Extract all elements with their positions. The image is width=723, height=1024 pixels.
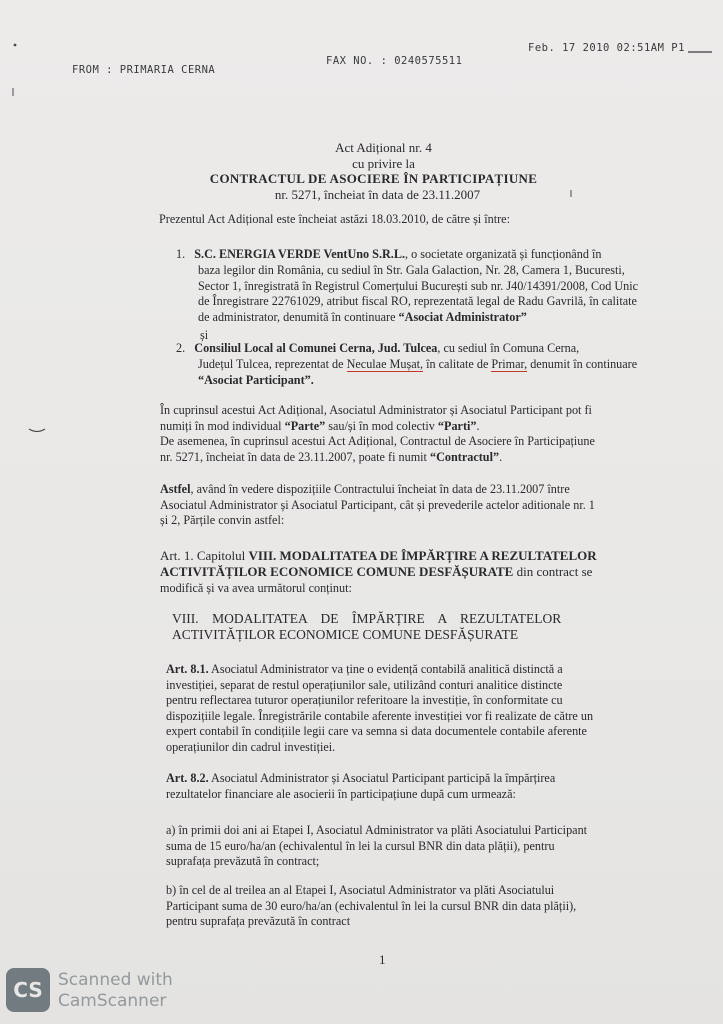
party-2: 2. Consiliul Local al Comunei Cerna, Jud. Tulcea, cu sediul în Comuna Cerna, (176, 341, 580, 355)
fax-date: Feb. 17 2010 02:51AM P1 (528, 42, 685, 54)
watermark-line-1: Scanned with (58, 970, 173, 990)
definitions-paragraph: În cuprinsul acestui Act Adițional, Asociatul Administrator și Asociatul Participant pot fi numiți în mod individual “Parte” sau/și în mod colectiv “Parti”. De asemenea, în cuprinsul acestui Act Adițional, Contractul de Asociere în Participațiune nr. 5271, încheiat în data de 23.11.2007, poate fi numit “Contractul”. (160, 403, 595, 464)
party-1-body: baza legilor din România, cu sediul în Str. Gala Galaction, Nr. 28, Camera 1, Bucuresti, Sector 1, înregistrată în Registrul Comerțului București sub nr. J40/14391/2008, Cod Unic de Înregistrare 22761029, atribut fiscal RO, reprezentată legal de Radu Gavrilă, în calitate de administrator, denumită în continuare “Asociat Administrator” (198, 263, 639, 324)
chapter-viii-heading: VIII. MODALITATEA DE ÎMPĂRȚIRE A REZULTATELOR ACTIVITĂȚILOR ECONOMICE COMUNE DESFĂȘURATE (172, 611, 562, 642)
fax-number: FAX NO. : 0240575511 (326, 55, 463, 67)
header-dash-mark (688, 50, 712, 54)
item-b: b) în cel de al treilea an al Etapei I, Asociatul Administrator va plăti Asociatului Participant suma de 30 euro/ha/an (echivalentul în lei la cursul BNR din data plății), pentru suprafața prevăzută în contract (166, 883, 577, 929)
title-subtitle: cu privire la (352, 156, 415, 171)
item-a: a) în primii doi ani ai Etapei I, Asociatul Administrator va plăti Asociatului Participant suma de 15 euro/ha/an (echivalentul în lei la cursul BNR din data plății), pentru suprafața prevăzută în contract; (166, 823, 588, 869)
article-8-1: Art. 8.1. Asociatul Administrator va ține o evidență contabilă analitică distinctă a investiției, separat de restul operațiunilor sale, utilizând conturi analitice distincte pentru reflectarea tuturor operațiunilor referitoare la investiție, în conformitate cu dispozițiile legale. Înregistrările contabile aferente investiției vor fi realizate de către un expert contabil în condițiile legii care va semna si data documentele contabile aferente operațiunilor din cadrul investiției. (166, 662, 594, 754)
party-1: 1. S.C. ENERGIA VERDE VentUno S.R.L., o societate organizată și funcționând în (176, 247, 602, 261)
camscanner-logo-icon: CS (6, 968, 50, 1012)
article-8-2: Art. 8.2. Asociatul Administrator și Asociatul Participant participă la împărțirea rezultatelor financiare ale asocierii în participațiune după cum urmează: (166, 771, 556, 801)
scan-tick-mark (28, 426, 46, 434)
scan-speck-mark (10, 88, 16, 96)
representative-name: Neculae Mușat, (346, 357, 424, 371)
representative-role: Primar, (491, 357, 528, 371)
intro-paragraph: Prezentul Act Adițional este încheiat astăzi 18.03.2010, de către și între: (159, 212, 510, 226)
conjunction-si: și (200, 328, 209, 342)
scan-speck-mark (568, 190, 574, 198)
article-1: Art. 1. Capitolul VIII. MODALITATEA DE ÎMPĂRȚIRE A REZULTATELOR ACTIVITĂȚILOR ECONOMICE COMUNE DESFĂȘURATE din contract se modifică și va avea următorul conținut: (160, 548, 597, 595)
scan-speck-mark (12, 42, 18, 48)
title-contract-name: CONTRACTUL DE ASOCIERE ÎN PARTICIPAȚIUNE (209, 171, 538, 186)
title-contract-details: nr. 5271, încheiat în data de 23.11.2007 (274, 187, 481, 202)
fax-from: FROM : PRIMARIA CERNA (72, 64, 216, 76)
page-number: 1 (379, 952, 386, 967)
astfel-paragraph: Astfel, având în vedere dispozițiile Contractului încheiat în data de 23.11.2007 între Asociatul Administrator și Asociatul Participant, cât și prevederile actelor aditionale nr. 1 și 2, Părțile convin astfel: (160, 482, 595, 528)
party-2-body: Județul Tulcea, reprezentat de Neculae Mușat, în calitate de Primar, denumit în continuare “Asociat Participant”. (198, 357, 638, 387)
watermark-line-2: CamScanner (58, 991, 167, 1011)
title-act-number: Act Adițional nr. 4 (335, 140, 432, 155)
